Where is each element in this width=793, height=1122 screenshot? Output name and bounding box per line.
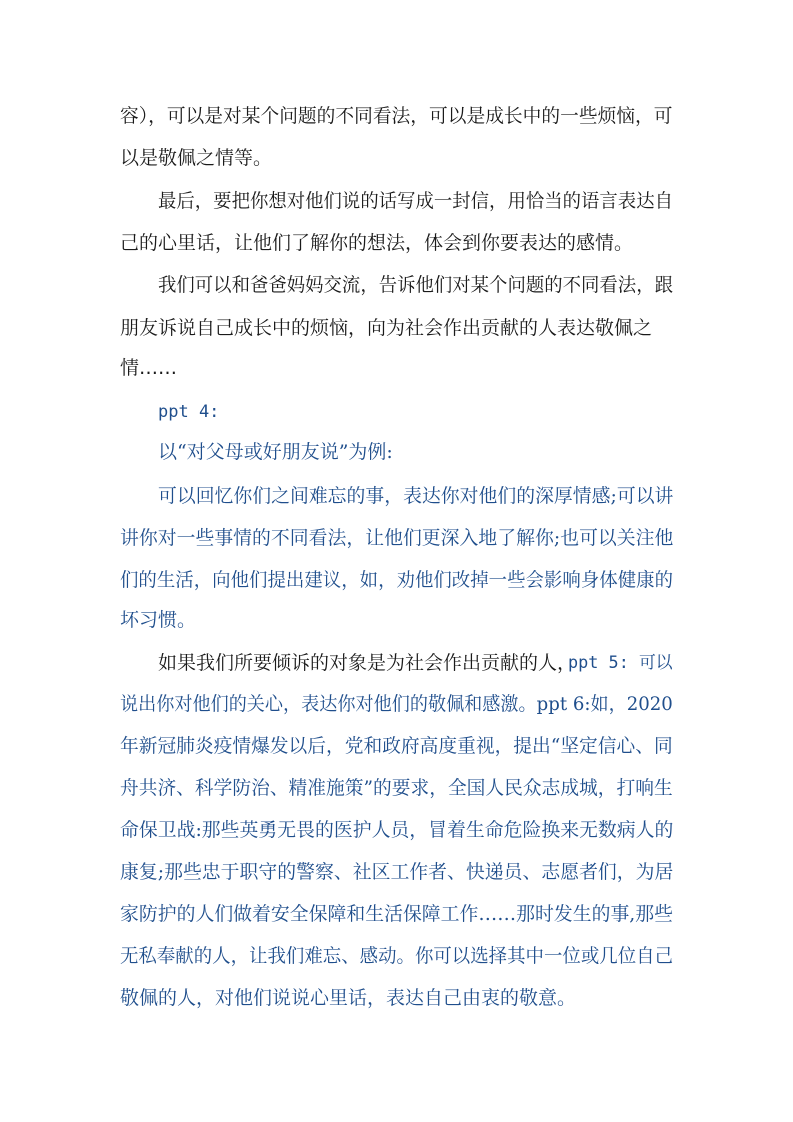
text-span: 康复;那些忠于职守的警察、社区工作者、快递员、志愿者们，为居 xyxy=(120,861,674,883)
text-line xyxy=(0,643,793,683)
text-span: 家防护的人们做着安全保障和生活保障工作……那时发生的事,那些 xyxy=(120,903,674,925)
text-line xyxy=(0,518,793,558)
text-span: 容），可以是对某个问题的不同看法，可以是成长中的一些烦恼，可 xyxy=(120,105,673,127)
text-line xyxy=(0,936,793,976)
text-line xyxy=(0,726,793,766)
text-line xyxy=(0,684,793,724)
text-line xyxy=(0,852,793,892)
text-line xyxy=(0,392,793,432)
text-line xyxy=(0,223,793,263)
text-span: 们的生活，向他们提出建议，如，劝他们改掉一些会影响身体健康的 xyxy=(120,569,674,591)
text-line xyxy=(0,308,793,348)
ppt-label: ppt 5: 可以 xyxy=(568,653,673,673)
text-line xyxy=(0,476,793,516)
text-span: 无私奉献的人，让我们难忘、感动。你可以选择其中一位或几位自己 xyxy=(120,945,674,967)
text-span: 情…… xyxy=(120,357,178,379)
text-span: 敬佩的人，对他们说说心里话，表达自己由衷的敬意。 xyxy=(120,987,577,1009)
text-line xyxy=(0,348,793,388)
text-span: 如果我们所要倾诉的对象是为社会作出贡献的人， xyxy=(158,652,577,674)
text-span: 讲你对一些事情的不同看法，让他们更深入地了解你;也可以关注他 xyxy=(120,527,674,549)
text-span: 可以回忆你们之间难忘的事，表达你对他们的深厚情感;可以讲 xyxy=(158,485,674,507)
text-span: 己的心里话，让他们了解你的想法，体会到你要表达的感情。 xyxy=(120,232,634,254)
text-line xyxy=(0,894,793,934)
text-span: 最后，要把你想对他们说的话写成一封信，用恰当的语言表达自 xyxy=(158,190,673,212)
text-line xyxy=(0,96,793,136)
text-span: 说出你对他们的关心，表达你对他们的敬佩和感激。ppt 6:如，2020 xyxy=(120,693,673,715)
text-span: 朋友诉说自己成长中的烦恼，向为社会作出贡献的人表达敬佩之 xyxy=(120,317,653,339)
text-line xyxy=(0,560,793,600)
text-span: 以是敬佩之情等。 xyxy=(120,147,273,169)
text-span: 坏习惯。 xyxy=(120,609,197,631)
text-span: 年新冠肺炎疫情爆发以后，党和政府高度重视，提出“坚定信心、同 xyxy=(120,735,673,757)
text-line xyxy=(0,265,793,305)
text-line xyxy=(0,432,793,472)
text-line xyxy=(0,768,793,808)
text-line xyxy=(0,810,793,850)
ppt-label: ppt 4: xyxy=(158,402,220,422)
text-span: 命保卫战:那些英勇无畏的医护人员，冒着生命危险换来无数病人的 xyxy=(120,819,674,841)
text-span: 舟共济、科学防治、精准施策”的要求，全国人民众志成城，打响生 xyxy=(120,777,673,799)
text-span: 以“对父母或好朋友说”为例: xyxy=(158,441,393,463)
text-line xyxy=(0,978,793,1018)
text-line xyxy=(0,181,793,221)
text-line xyxy=(0,600,793,640)
text-span: 我们可以和爸爸妈妈交流，告诉他们对某个问题的不同看法，跟 xyxy=(158,274,673,296)
text-line xyxy=(0,138,793,178)
